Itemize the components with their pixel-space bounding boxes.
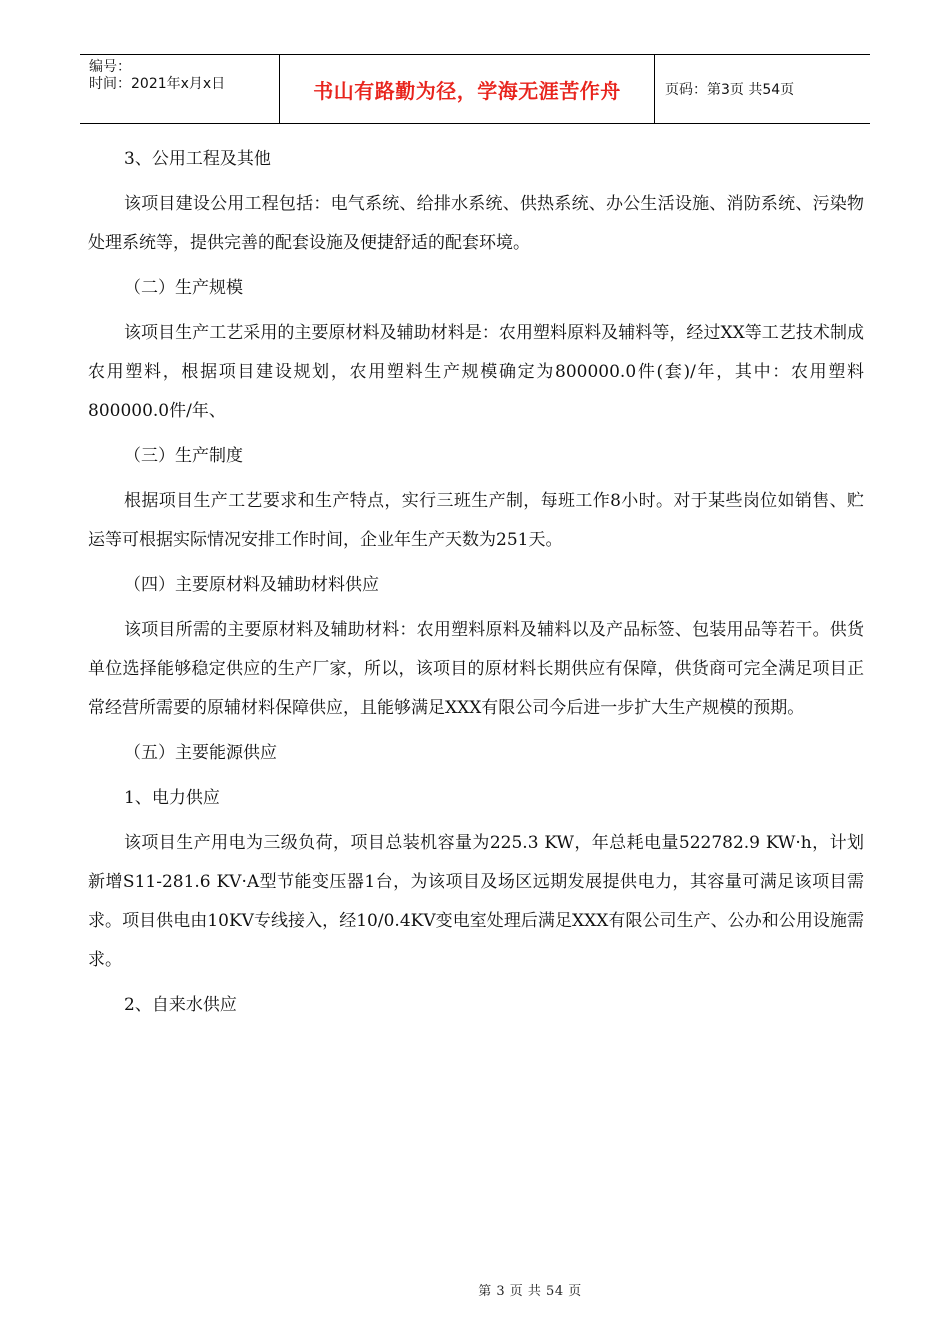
paragraph: 该项目生产用电为三级负荷，项目总装机容量为225.3 KW，年总耗电量522782.9 KW·h，计划新增S11-281.6 KV·A型节能变压器1台，为该项目及场区远期发展提供电力，其容量可满足该项目需求。项目供电由10KV专线接入，经10/0.4KV变电室处理后满足XXX有限公司生产、公办和公用设施需求。 [88, 833, 864, 970]
doc-number-label: 编号： [89, 59, 131, 75]
header-motto: 书山有路勤为径，学海无涯苦作舟 [280, 55, 655, 123]
section-heading: （三）生产制度 [124, 446, 243, 466]
paragraph: 该项目生产工艺采用的主要原材料及辅助材料是：农用塑料原料及辅料等，经过XX等工艺技术制成农用塑料，根据项目建设规划，农用塑料生产规模确定为800000.0件(套)/年，其中：农用塑料800000.0件/年、 [88, 323, 864, 421]
document-body [88, 140, 864, 1025]
section-heading: （四）主要原材料及辅助材料供应 [124, 575, 379, 595]
page-header [80, 54, 870, 124]
subsection-heading: 2、自来水供应 [124, 995, 237, 1015]
header-meta [80, 55, 280, 123]
header-page-info: 页码：第3页 共54页 [665, 82, 795, 98]
section-heading: （二）生产规模 [124, 278, 243, 298]
paragraph: 该项目所需的主要原材料及辅助材料：农用塑料原料及辅料以及产品标签、包装用品等若干。供货单位选择能够稳定供应的生产厂家，所以，该项目的原材料长期供应有保障，供货商可完全满足项目正常经营所需要的原辅材料保障供应，且能够满足XXX有限公司今后进一步扩大生产规模的预期。 [88, 620, 864, 718]
paragraph: 该项目建设公用工程包括：电气系统、给排水系统、供热系统、办公生活设施、消防系统、污染物处理系统等，提供完善的配套设施及便捷舒适的配套环境。 [88, 194, 864, 253]
date-label: 时间：2021年x月x日 [89, 76, 226, 92]
section-heading: （五）主要能源供应 [124, 743, 277, 763]
page-footer: 第 3 页 共 54 页 [478, 1284, 582, 1299]
paragraph: 根据项目生产工艺要求和生产特点，实行三班生产制，每班工作8小时。对于某些岗位如销售、贮运等可根据实际情况安排工作时间，企业年生产天数为251天。 [88, 491, 864, 550]
subsection-heading: 1、电力供应 [124, 788, 220, 808]
section-heading: 3、公用工程及其他 [124, 149, 271, 169]
